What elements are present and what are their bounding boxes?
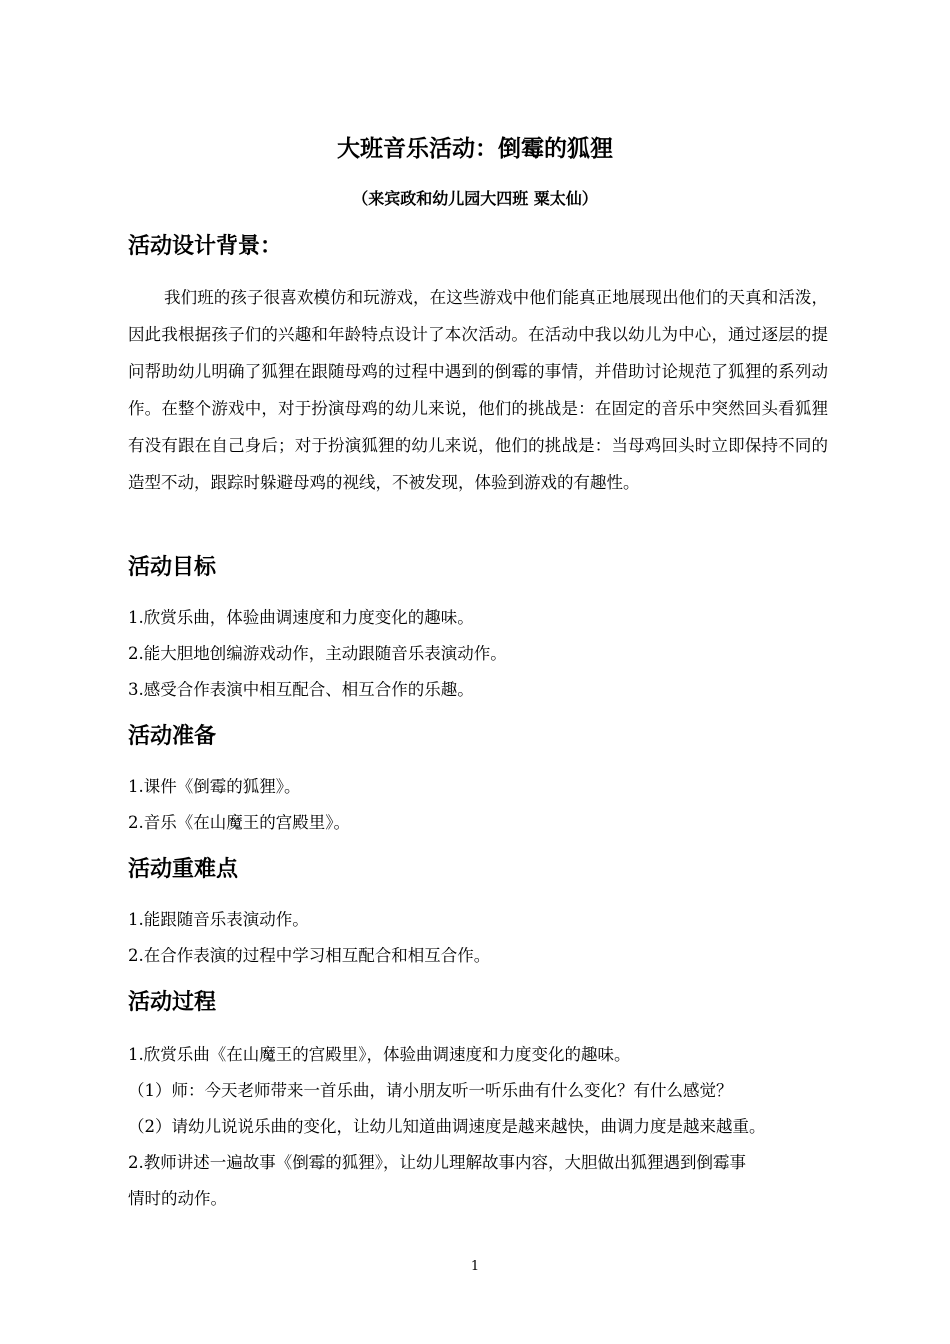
preparation-item: 1.课件《倒霉的狐狸》。 [128, 777, 301, 796]
key-point-item: 1.能跟随音乐表演动作。 [128, 910, 309, 929]
process-item: 1.欣赏乐曲《在山魔王的宫殿里》，体验曲调速度和力度变化的趣味。 [128, 1045, 631, 1064]
goal-item: 3.感受合作表演中相互配合、相互合作的乐趣。 [128, 680, 474, 699]
goal-item: 1.欣赏乐曲，体验曲调速度和力度变化的趣味。 [128, 608, 474, 627]
document-title: 大班音乐活动：倒霉的狐狸 [337, 136, 613, 162]
process-item: （2）请幼儿说说乐曲的变化，让幼儿知道曲调速度是越来越快，曲调力度是越来越重。 [128, 1117, 766, 1136]
goal-item: 2.能大胆地创编游戏动作，主动跟随音乐表演动作。 [128, 644, 507, 663]
background-paragraph: 我们班的孩子很喜欢模仿和玩游戏，在这些游戏中他们能真正地展现出他们的天真和活泼，因此我根据孩子们的兴趣和年龄特点设计了本次活动。在活动中我以幼儿为中心，通过逐层的提问帮助幼儿明确了狐狸在跟随母鸡的过程中遇到的倒霉的事情，并借助讨论规范了狐狸的系列动作。在整个游戏中，对于扮演母鸡的幼儿来说，他们的挑战是：在固定的音乐中突然回头看狐狸有没有跟在自己身后；对于扮演狐狸的幼儿来说，他们的挑战是：当母鸡回头时立即保持不同的造型不动，跟踪时躲避母鸡的视线，不被发现，体验到游戏的有趣性。 [128, 288, 828, 492]
section-heading-key-points: 活动重难点 [128, 857, 239, 882]
section-heading-goals: 活动目标 [128, 555, 217, 580]
document-subtitle: （来宾政和幼儿园大四班 粟太仙） [352, 189, 598, 208]
document-page [128, 0, 838, 1344]
page-number: 1 [470, 1259, 480, 1274]
process-item: 2.教师讲述一遍故事《倒霉的狐狸》，让幼儿理解故事内容，大胆做出狐狸遇到倒霉事 [128, 1153, 746, 1172]
section-heading-preparation: 活动准备 [128, 724, 217, 749]
preparation-item: 2.音乐《在山魔王的宫殿里》。 [128, 813, 350, 832]
section-heading-process: 活动过程 [128, 990, 217, 1015]
process-item: 情时的动作。 [128, 1189, 227, 1208]
section-heading-background: 活动设计背景： [128, 234, 283, 259]
key-point-item: 2.在合作表演的过程中学习相互配合和相互合作。 [128, 946, 491, 965]
process-item: （1）师：今天老师带来一首乐曲，请小朋友听一听乐曲有什么变化？有什么感觉？ [128, 1081, 733, 1100]
